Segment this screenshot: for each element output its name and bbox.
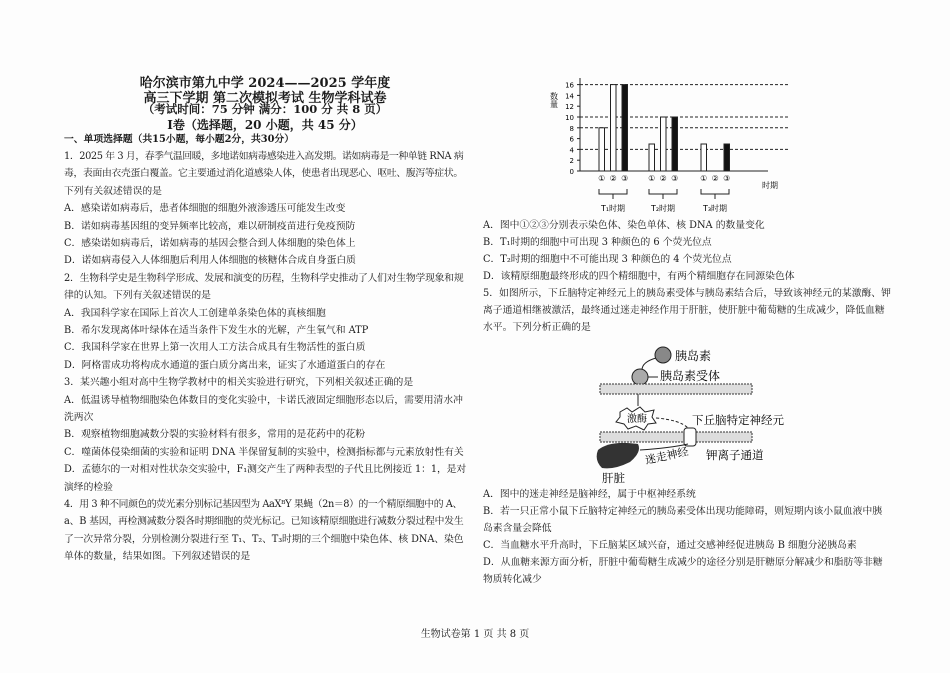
text-line: A．图中①②③分别表示染色体、染色单体、核 DNA 的数量变化 <box>483 220 765 231</box>
y-tick-label: 4 <box>569 146 574 155</box>
text-line: 3．某兴趣小组对高中生物学教材中的相关实验进行研究，下列相关叙述正确的是 <box>64 377 414 389</box>
text-line: 毒，表面由衣壳蛋白覆盖。它主要通过消化道感染人体，使患者出现恶心、呕吐、腹泻等症状。 <box>64 168 463 180</box>
text-line: A．图中的迷走神经是脑神经，属于中枢神经系统 <box>483 489 696 500</box>
text-line: 岛素含量会降低 <box>483 523 552 534</box>
bar-label: ① <box>700 174 708 183</box>
text-line: D．诺如病毒侵入人体细胞后利用人体细胞的核糖体合成自身蛋白质 <box>64 255 356 267</box>
text-line: B．希尔发现离体叶绿体在适当条件下发生水的光解，产生氧气和 ATP <box>64 325 369 336</box>
text-line: 物质转化减少 <box>483 574 542 585</box>
text-line: C．T₂时期的细胞中不可能出现 3 种颜色的 4 个荧光位点 <box>483 254 732 265</box>
y-tick-label: 14 <box>565 92 574 101</box>
category-label: T₂时期 <box>650 204 676 213</box>
section-title: 一、单项选择题（共15小题，每小题2分，共30分） <box>64 134 295 145</box>
text-line: 演绎的检验 <box>64 481 113 493</box>
x-axis-label: 时期 <box>762 181 778 190</box>
bracket <box>649 189 677 199</box>
page-footer: 生物试卷第 1 页 共 8 页 <box>420 629 530 640</box>
insulin-molecule <box>655 347 671 363</box>
text-line: B．观察植物细胞减数分裂的实验材料有很多，常用的是花药中的花粉 <box>64 429 366 441</box>
volume-title: I卷（选择题，20 小题，共 45 分） <box>167 118 363 132</box>
school-title: 哈尔滨市第九中学 2024——2025 学年度 <box>139 76 391 91</box>
bar <box>724 144 730 171</box>
text-line: 离子通道相继被激活，最终通过迷走神经作用于肝脏，使肝脏中葡萄糖的生成减少，降低血糖 <box>483 305 885 316</box>
liver-shape <box>597 443 639 469</box>
category-label: T₃时期 <box>702 204 728 213</box>
bar-label: ② <box>711 174 719 183</box>
text-line: 下列有关叙述错误的是 <box>64 185 162 197</box>
text-line: 律的认知。下列有关叙述错误的是 <box>64 290 211 302</box>
category-label: T₁时期 <box>600 204 626 213</box>
text-line: 了一次异常分裂，分别检测分裂进行至 T₁、T₂、T₃时期的三个细胞中染色体、核 DNA、染色 <box>64 533 464 545</box>
y-tick-label: 6 <box>569 135 574 144</box>
lower-membrane <box>600 432 752 442</box>
bracket <box>599 189 627 199</box>
kinase-label: 激酶 <box>627 414 647 425</box>
bar <box>611 85 617 171</box>
text-line: C．我国科学家在世界上第一次用人工方法合成具有生物活性的蛋白质 <box>64 342 366 354</box>
insulin-label: 胰岛素 <box>675 349 712 363</box>
text-line: B．T₁时期的细胞中可出现 3 种颜色的 6 个荧光位点 <box>483 237 712 248</box>
text-line: 2．生物科学史是生物科学形成、发展和演变的历程，生物科学史推动了人们对生物学现象和规 <box>64 272 464 284</box>
y-axis-label: 数量 <box>549 92 559 108</box>
bar <box>701 144 707 171</box>
text-line: D．阿格雷成功将构成水通道的蛋白质分离出来，证实了水通道蛋白的存在 <box>64 359 386 371</box>
bar-chart <box>540 70 800 216</box>
receptor-label: 胰岛素受体 <box>660 369 721 383</box>
exam-info: （考试时间：75 分钟 满分：100 分 共 8 页） <box>142 102 388 116</box>
y-tick-label: 10 <box>565 114 574 122</box>
liver-label: 肝脏 <box>602 471 625 484</box>
text-line: D．从血糖来源方面分析，肝脏中葡萄糖生成减少的途径分别是肝糖原分解减少和脂肪等非糖 <box>483 557 883 568</box>
text-line: 单体的数量，结果如图。下列叙述错误的是 <box>64 551 251 563</box>
vagus-label: 迷走神经 <box>643 445 690 467</box>
bar <box>649 144 655 171</box>
text-line: B．若一只正常小鼠下丘脑特定神经元的胰岛素受体出现功能障碍，则短期内该小鼠血液中胰 <box>483 506 883 517</box>
exam-title: 高三下学期 第二次模拟考试 生物学科试卷 <box>143 91 387 106</box>
bracket <box>701 189 729 199</box>
bar <box>599 128 605 171</box>
y-tick-label: 8 <box>569 124 574 133</box>
bar-label: ② <box>609 174 617 183</box>
bar-label: ③ <box>723 174 731 183</box>
bar-label: ① <box>598 174 606 183</box>
receptor-shape <box>632 369 648 385</box>
channel-label: 钾离子通道 <box>706 448 764 462</box>
y-tick-label: 0 <box>569 168 574 176</box>
text-line: C．噬菌体侵染细菌的实验和证明 DNA 半保留复制的实验中，检测指标都与元素放射性有关 <box>64 446 464 458</box>
text-line: 1．2025 年 3 月，春季气温回暖，多地诺如病毒感染进入高发期。诺如病毒是一种单链 RNA 病 <box>64 151 464 162</box>
bar-label: ③ <box>621 174 629 183</box>
bar <box>661 117 667 171</box>
upper-membrane <box>600 384 752 394</box>
y-tick-label: 2 <box>569 157 574 166</box>
text-line: a、B 基因，再检测减数分裂各时期细胞的荧光标记。已知该精原细胞进行减数分裂过程中发生 <box>64 516 464 528</box>
y-tick-label: 12 <box>565 103 574 112</box>
text-line: D．该精原细胞最终形成的四个精细胞中，有两个精细胞存在同源染色体 <box>483 271 795 282</box>
text-line: C．感染诺如病毒后，诺如病毒的基因会整合到人体细胞的染色体上 <box>64 238 356 249</box>
text-line: 水平。下列分析正确的是 <box>483 322 591 333</box>
insulin-pathway-diagram <box>580 340 820 484</box>
potassium-channel <box>684 428 696 446</box>
bar-label: ① <box>648 174 656 183</box>
text-line: 5．如图所示，下丘脑特定神经元上的胰岛素受体与胰岛素结合后，导致该神经元的某激酶、钾 <box>483 288 891 299</box>
text-line: B．诺如病毒基因组的变异频率比较高，难以研制疫苗进行免疫预防 <box>64 220 356 232</box>
text-line: A．我国科学家在国际上首次人工创建单条染色体的真核细胞 <box>64 307 326 319</box>
bar-label: ③ <box>671 174 679 183</box>
bar <box>672 117 678 171</box>
text-line: 洗两次 <box>64 412 94 423</box>
text-line: A．感染诺如病毒后，患者体细胞的细胞外液渗透压可能发生改变 <box>64 203 346 215</box>
bar <box>622 85 628 171</box>
bar-label: ② <box>659 174 667 183</box>
text-line: D．孟德尔的一对相对性状杂交实验中，F₁测交产生了两种表型的子代且比例接近 1：1，是对 <box>64 464 467 476</box>
y-tick-label: 16 <box>565 81 574 90</box>
text-line: 4．用 3 种不同颜色的荧光素分别标记基因型为 AaXᴮY 果蝇（2n＝8）的一个精原细胞中的 A、 <box>64 499 462 510</box>
neuron-label: 下丘脑特定神经元 <box>692 413 784 427</box>
text-line: C．当血糖水平升高时，下丘脑某区域兴奋，通过交感神经促进胰岛 B 细胞分泌胰岛素 <box>483 540 857 551</box>
text-line: A．低温诱导植物细胞染色体数目的变化实验中，卡诺氏液固定细胞形态以后，需要用清水冲 <box>64 394 463 406</box>
